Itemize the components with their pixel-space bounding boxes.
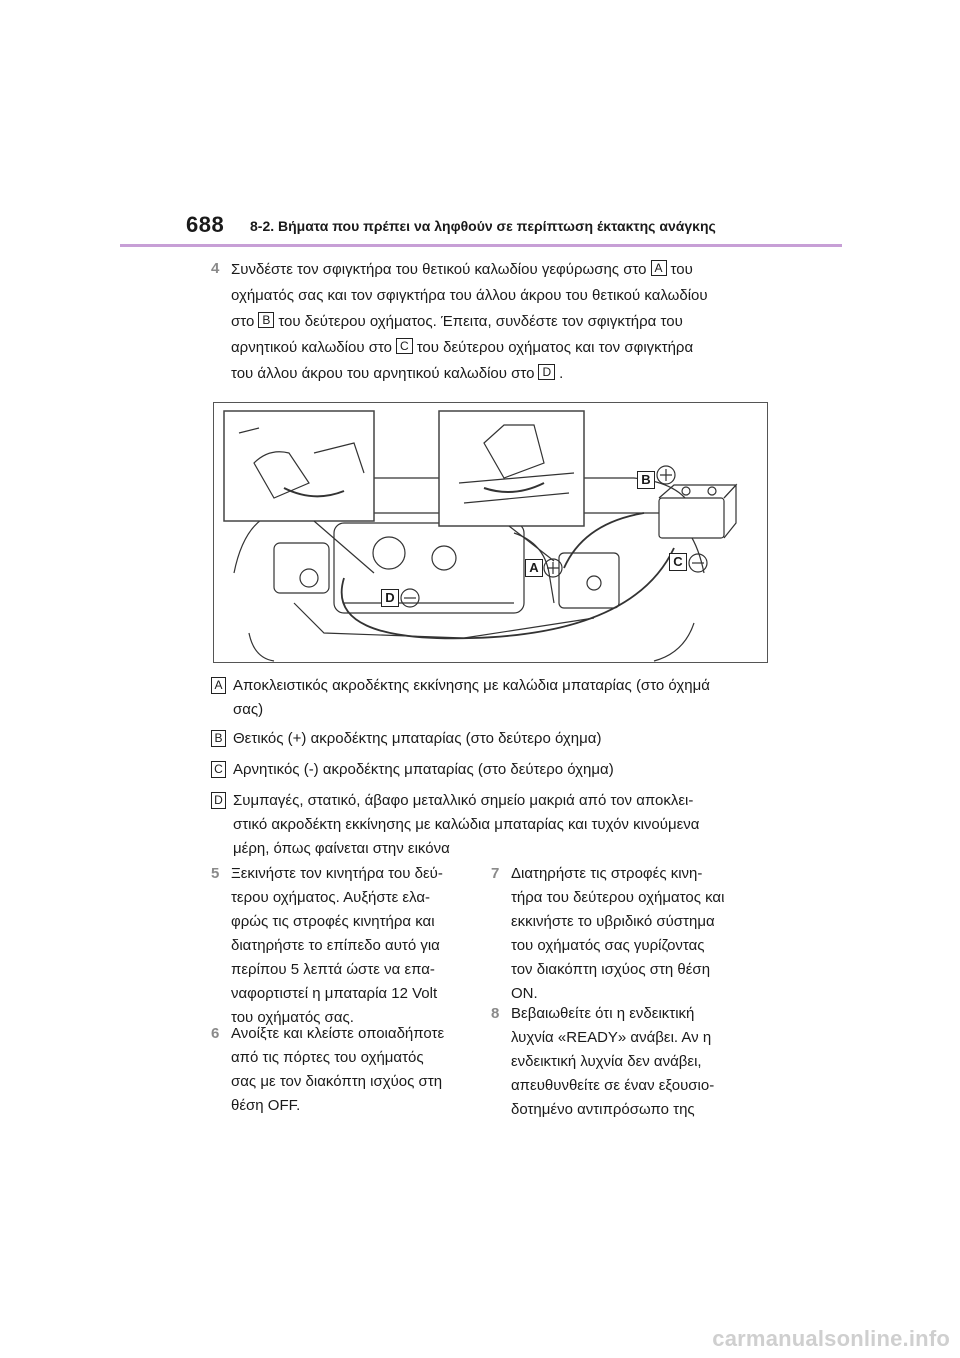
legend-tag: C bbox=[211, 761, 226, 778]
legend-tag: D bbox=[211, 792, 226, 809]
figure-label-b: B bbox=[637, 471, 655, 489]
step-4-line-5: του άλλου άκρου του αρνητικού καλωδίου στο D . bbox=[231, 365, 564, 382]
legend-item-b: B Θετικός (+) ακροδέκτης μπαταρίας (στο δεύτερο όχημα) bbox=[211, 727, 751, 753]
step-number: 8 bbox=[491, 1005, 500, 1022]
figure-label-c: C bbox=[669, 553, 687, 571]
callout-tag-c: C bbox=[396, 338, 413, 354]
step-number: 6 bbox=[211, 1025, 220, 1042]
jump-start-illustration bbox=[213, 402, 768, 663]
step-4-line-4: αρνητικού καλωδίου στο C του δεύτερου οχήματος και τον σφιγκτήρα bbox=[231, 339, 694, 356]
step-number: 7 bbox=[491, 865, 500, 882]
legend-tag: B bbox=[211, 730, 226, 747]
legend-tag: A bbox=[211, 677, 226, 694]
section-title: 8-2. Βήματα που πρέπει να ληφθούν σε περίπτωση έκτακτης ανάγκης bbox=[250, 218, 716, 234]
header-divider bbox=[120, 244, 842, 247]
step-4-line-2: οχήματός σας και τον σφιγκτήρα του άλλου άκρου του θετικού καλωδίου bbox=[231, 287, 708, 304]
page-header bbox=[120, 210, 842, 246]
legend-item-c: C Αρνητικός (-) ακροδέκτης μπαταρίας (στο δεύτερο όχημα) bbox=[211, 758, 751, 784]
engine-bay-drawing bbox=[214, 403, 768, 663]
figure-label-d: D bbox=[381, 589, 399, 607]
step-number: 5 bbox=[211, 865, 220, 882]
step-number: 4 bbox=[211, 260, 220, 277]
watermark: carmanualsonline.info bbox=[712, 1326, 950, 1351]
step-4-line-1: Συνδέστε τον σφιγκτήρα του θετικού καλωδίου γεφύρωσης στο A του bbox=[231, 261, 693, 278]
callout-tag-b: B bbox=[258, 312, 274, 328]
legend-item-a: A Αποκλειστικός ακροδέκτης εκκίνησης με καλώδια μπαταρίας (στο όχημά σας) bbox=[211, 674, 751, 724]
figure-label-a: A bbox=[525, 559, 543, 577]
page-number: 688 bbox=[186, 212, 225, 237]
callout-tag-a: A bbox=[651, 260, 667, 276]
callout-tag-d: D bbox=[538, 364, 555, 380]
legend-item-d: D Συμπαγές, στατικό, άβαφο μεταλλικό σημείο μακριά από τον αποκλει- στικό ακροδέκτη εκκίνησης με καλώδια μπαταρίας και τυχόν κινούμενα μέρη, όπως φαίνεται στην εικόνα bbox=[211, 789, 751, 863]
step-4-line-3: στο B του δεύτερου οχήματος. Έπειτα, συνδέστε τον σφιγκτήρα του bbox=[231, 313, 683, 330]
